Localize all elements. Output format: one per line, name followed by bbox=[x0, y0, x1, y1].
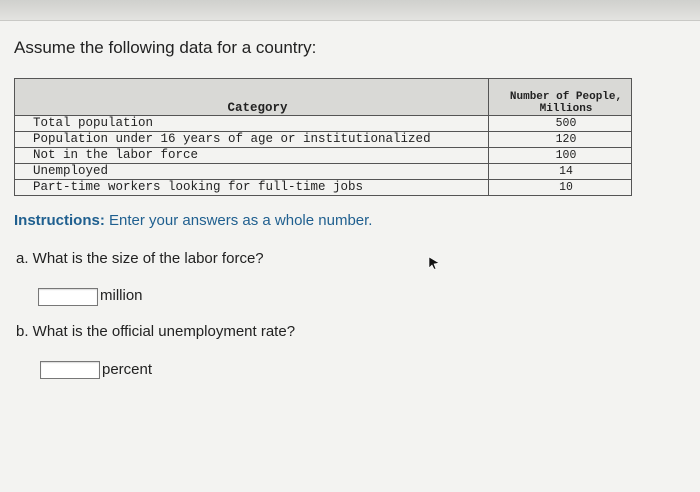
table-row bbox=[15, 180, 632, 196]
row-value: 100 bbox=[489, 148, 632, 164]
row-category: Not in the labor force bbox=[15, 148, 489, 164]
data-table bbox=[14, 78, 632, 196]
table-header-row bbox=[15, 79, 632, 116]
question-intro: Assume the following data for a country: bbox=[14, 38, 317, 57]
row-value: 500 bbox=[489, 116, 632, 132]
table-row bbox=[15, 164, 632, 180]
row-category: Total population bbox=[15, 116, 489, 132]
answer-a-unit: million bbox=[100, 287, 143, 304]
question-b: b. What is the official unemployment rate? bbox=[16, 323, 296, 340]
row-value: 120 bbox=[489, 132, 632, 148]
row-value: 10 bbox=[489, 180, 632, 196]
table-row bbox=[15, 116, 632, 132]
question-a: a. What is the size of the labor force? bbox=[16, 250, 264, 267]
row-value: 14 bbox=[489, 164, 632, 180]
column-header-category: Category bbox=[15, 79, 489, 116]
instructions-label: Instructions: bbox=[14, 212, 105, 229]
instructions-text: Enter your answers as a whole number. bbox=[104, 212, 373, 229]
row-category: Part-time workers looking for full-time jobs bbox=[15, 180, 489, 196]
answer-b-unit: percent bbox=[102, 361, 153, 378]
instructions bbox=[14, 212, 372, 229]
answer-b-input[interactable] bbox=[40, 361, 100, 379]
table-row bbox=[15, 148, 632, 164]
row-category: Population under 16 years of age or institutionalized bbox=[15, 132, 489, 148]
mouse-cursor-icon bbox=[428, 256, 440, 270]
table-row bbox=[15, 132, 632, 148]
column-header-number: Number of People, Millions bbox=[489, 79, 632, 116]
browser-top-bar bbox=[0, 0, 700, 21]
answer-a-input[interactable] bbox=[38, 288, 98, 306]
row-category: Unemployed bbox=[15, 164, 489, 180]
